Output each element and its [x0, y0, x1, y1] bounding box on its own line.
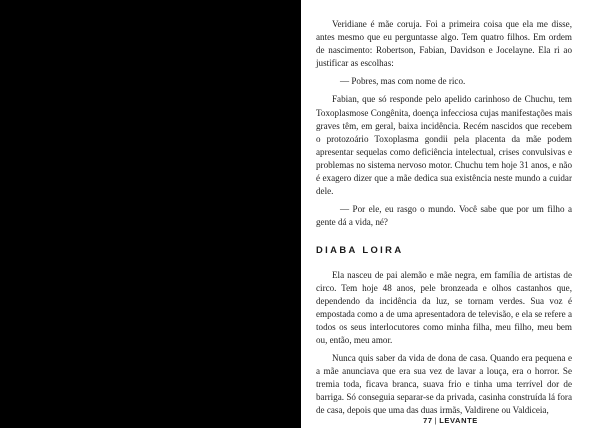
- dialogue-por-ele: — Por ele, eu rasgo o mundo. Você sabe que por um filho a gente dá a vida, né?: [316, 204, 572, 228]
- section-heading: DIABA LOIRA: [316, 244, 404, 256]
- paragraph-fabian: Fabian, que só responde pelo apelido carinhoso de Chuchu, tem Toxoplasmose Congênita, doença infecciosa cujas manifestações mais graves têm, em geral, baixa incidência. Recém nascidos que recebem o protozoário Toxoplasma gondii pela placenta da mãe podem apresentar sequelas como deficiência intelectual, crises convulsivas e problemas no sistema nervoso motor. Chuchu tem hoje 31 anos, e não é exagero dizer que a mãe dedica sua existência neste mundo a cuidar dele.: [316, 94, 572, 197]
- paragraph-veridiane-intro: Veridiane é mãe coruja. Foi a primeira coisa que ela me disse, antes mesmo que eu perguntasse algo. Tem quatro filhos. Em ordem de nascimento: Robertson, Fabian, Davidson e Jocelayne. Ela ri ao justificar as escolhas:: [316, 19, 572, 69]
- dialogue-pobres: — Pobres, mas com nome de rico.: [340, 76, 466, 87]
- running-section-name: LEVANTE: [439, 416, 478, 425]
- right-page: [301, 0, 600, 428]
- page-number: 77: [423, 416, 433, 425]
- page-footer: [301, 416, 600, 425]
- page-text: [316, 18, 572, 418]
- folio-separator: |: [434, 416, 438, 425]
- paragraph-nunca-quis: Nunca quis saber da vida de dona de casa. Quando era pequena e a mãe anunciava que era sua vez de lavar a louça, era o horror. Se tremia toda, ficava branca, suava frio e tinha uma terrível dor de barriga. Só conseguia separar-se da privada, casinha construída lá fora de casa, depois que uma das duas irmãs, Valdirene ou Valdiceia,: [316, 353, 572, 416]
- paragraph-ela-nasceu: Ela nasceu de pai alemão e mãe negra, em família de artistas de circo. Tem hoje 48 anos, pele bronzeada e olhos castanhos que, dependendo da incidência da luz, se tornam verdes. Sua voz é empostada como a de uma apresentadora de televisão, e ela se refere a todos os seus interlocutores como minha filha, meu filho, meu bem ou, então, meu amor.: [316, 269, 572, 345]
